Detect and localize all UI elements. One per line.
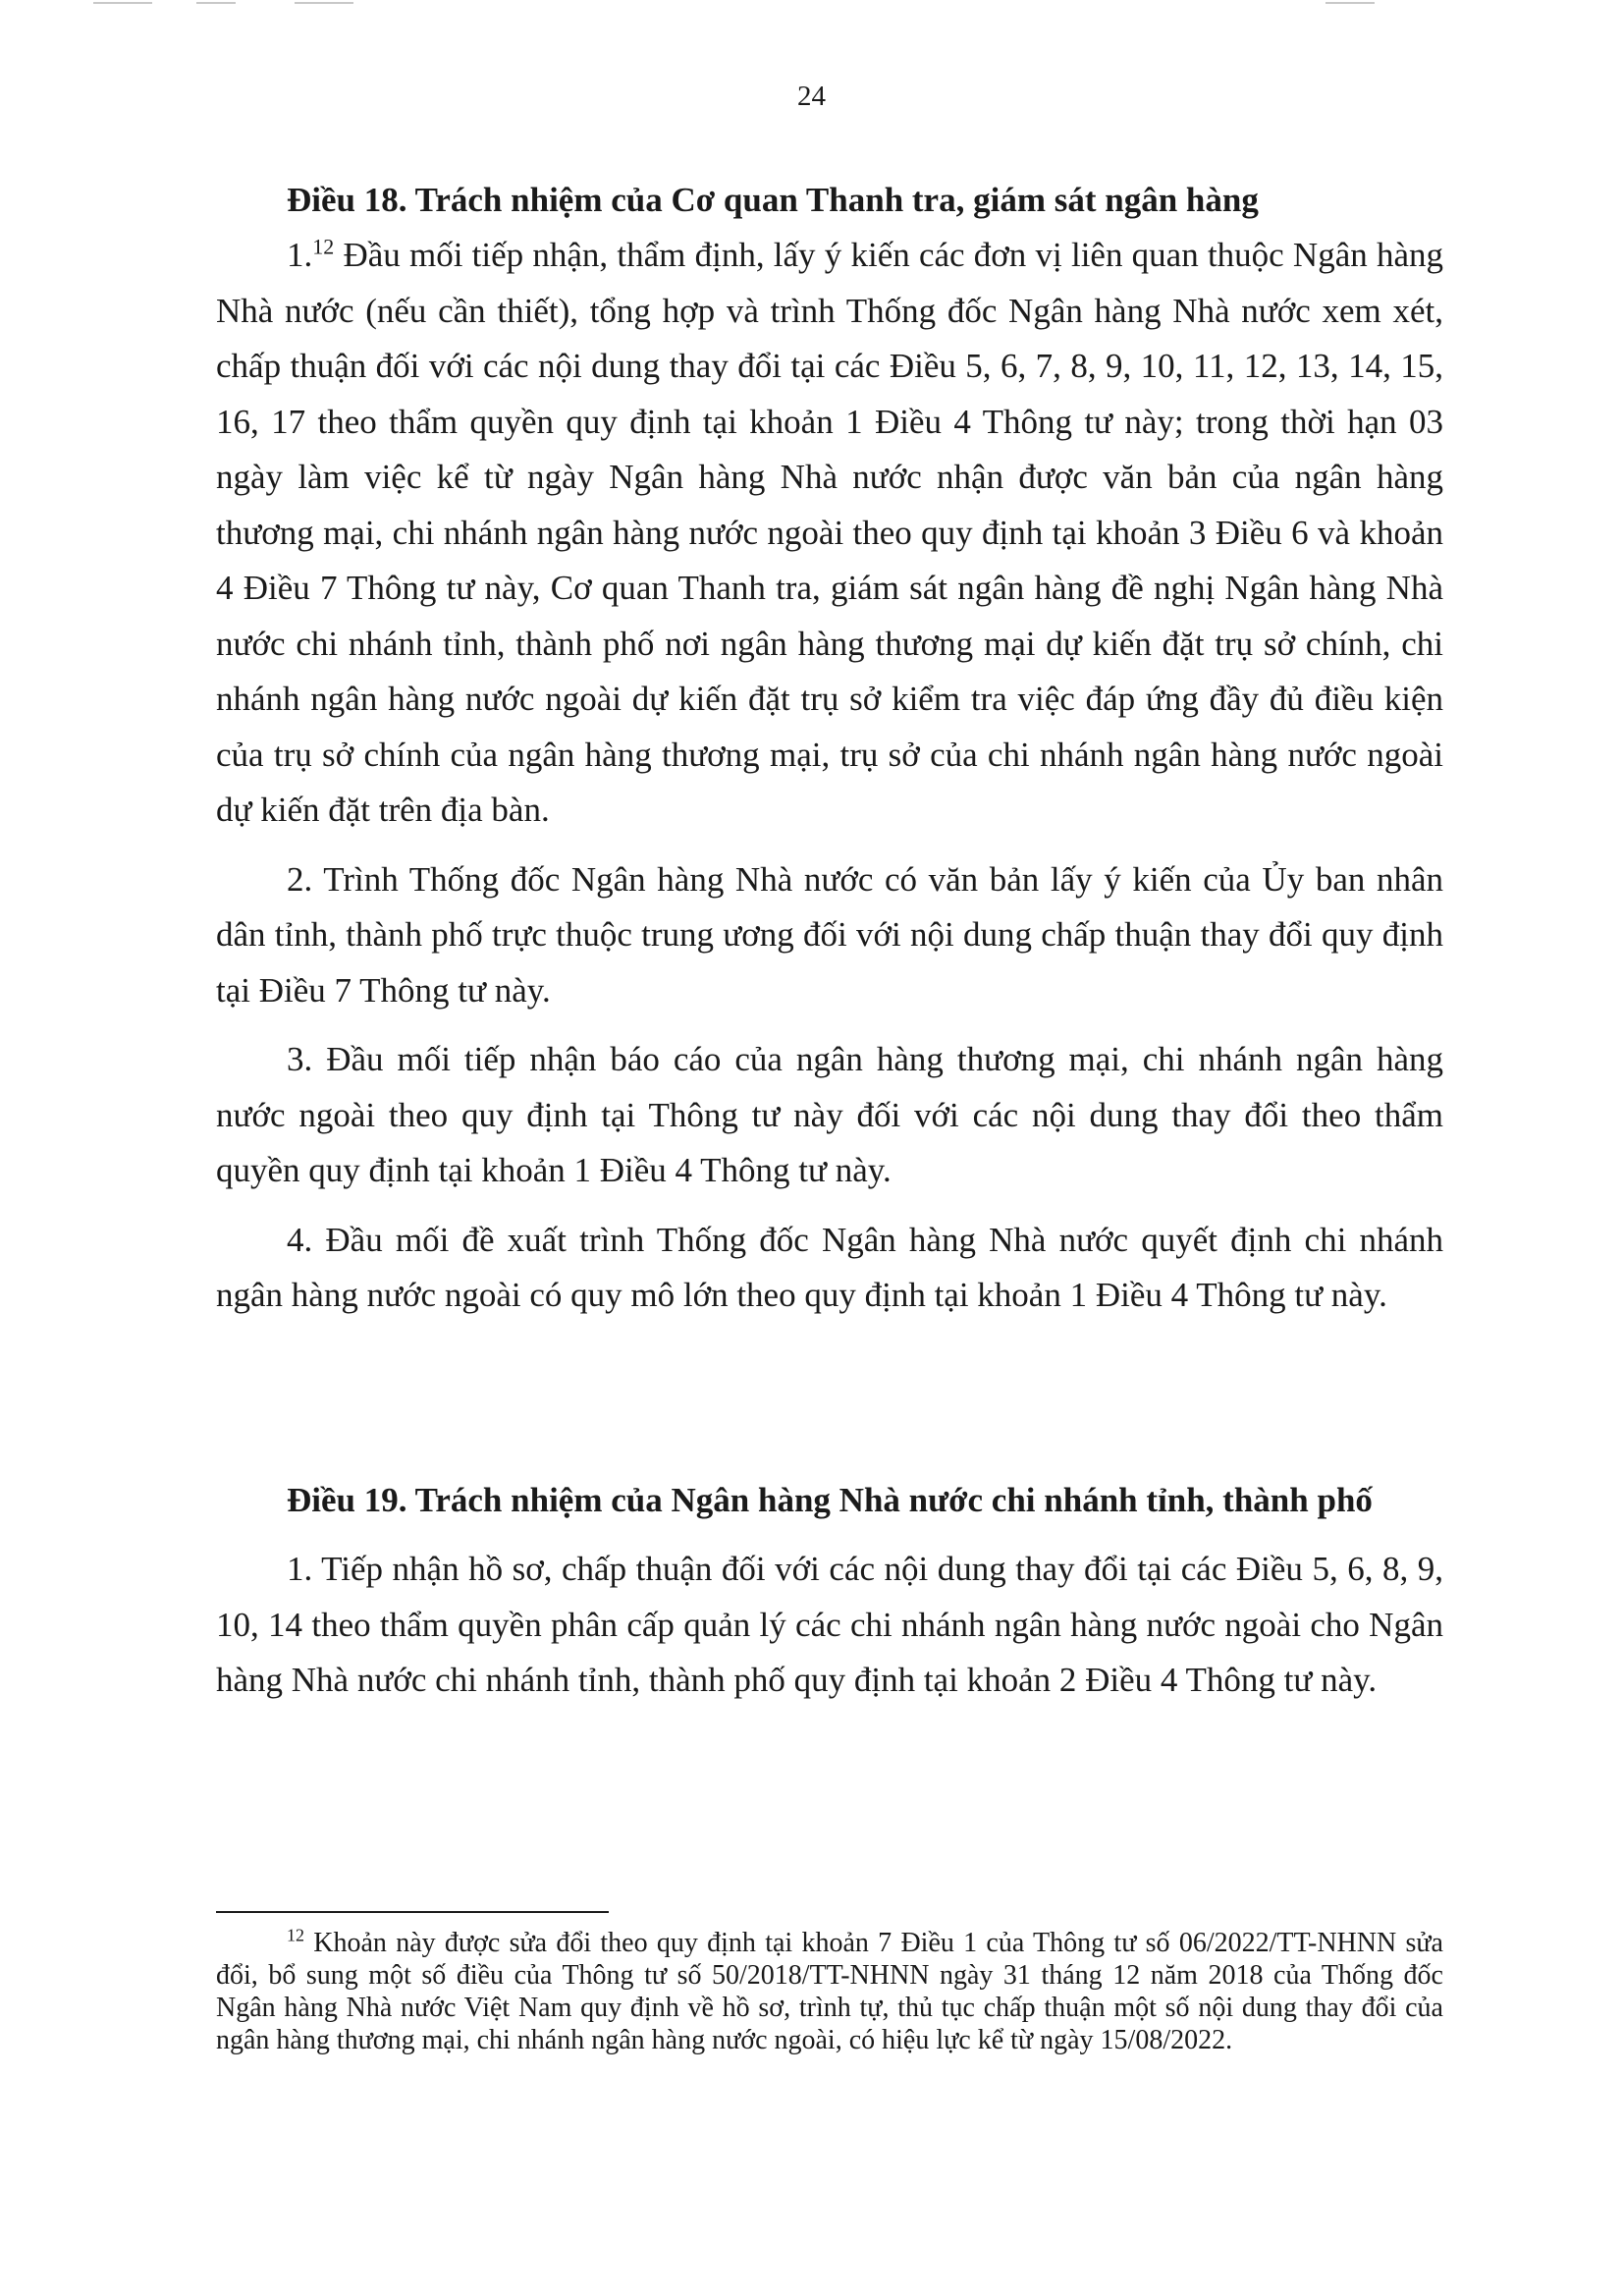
scan-artifact bbox=[93, 2, 152, 4]
scan-artifact bbox=[196, 2, 236, 4]
footnote-reference[interactable]: 12 bbox=[312, 234, 335, 259]
scan-artifact bbox=[1325, 2, 1375, 4]
scan-artifact bbox=[295, 2, 353, 4]
footnote-12 bbox=[216, 1927, 1443, 2056]
article-19-paragraph-1: 1. Tiếp nhận hồ sơ, chấp thuận đối với các nội dung thay đổi tại các Điều 5, 6, 8, 9, 10, 14 theo thẩm quyền phân cấp quản lý các chi nhánh ngân hàng nước ngoài cho Ngân hàng Nhà nước chi nhánh tỉnh, thành phố quy định tại khoản 2 Điều 4 Thông tư này. bbox=[216, 1550, 1443, 1699]
article-18-heading: Điều 18. Trách nhiệm của Cơ quan Thanh tra, giám sát ngân hàng bbox=[287, 181, 1259, 219]
article-18-paragraph-2: 2. Trình Thống đốc Ngân hàng Nhà nước có văn bản lấy ý kiến của Ủy ban nhân dân tỉnh, thành phố trực thuộc trung ương đối với nội dung chấp thuận thay đổi quy định tại Điều 7 Thông tư này. bbox=[216, 859, 1443, 1010]
article-19-heading: Điều 19. Trách nhiệm của Ngân hàng Nhà nước chi nhánh tỉnh, thành phố bbox=[287, 1481, 1373, 1519]
paragraph-text: Đầu mối tiếp nhận, thẩm định, lấy ý kiến các đơn vị liên quan thuộc Ngân hàng Nhà nước (nếu cần thiết), tổng hợp và trình Thống đốc Ngân hàng Nhà nước xem xét, chấp thuận đối với các nội dung thay đổi tại các Điều 5, 6, 7, 8, 9, 10, 11, 12, 13, 14, 15, 16, 17 theo thẩm quyền quy định tại khoản 1 Điều 4 Thông tư này; trong thời hạn 03 ngày làm việc kể từ ngày Ngân hàng Nhà nước nhận được văn bản của ngân hàng thương mại, chi nhánh ngân hàng nước ngoài theo quy định tại khoản 3 Điều 6 và khoản 4 Điều 7 Thông tư này, Cơ quan Thanh tra, giám sát ngân hàng đề nghị Ngân hàng Nhà nước chi nhánh tỉnh, thành phố nơi ngân hàng thương mại dự kiến đặt trụ sở chính, chi nhánh ngân hàng nước ngoài dự kiến đặt trụ sở kiểm tra việc đáp ứng đầy đủ điều kiện của trụ sở chính của ngân hàng thương mại, trụ sở của chi nhánh ngân hàng nước ngoài dự kiến đặt trên địa bàn. bbox=[216, 236, 1443, 829]
page-number: 24 bbox=[797, 81, 826, 112]
article-18-paragraph-4: 4. Đầu mối đề xuất trình Thống đốc Ngân hàng Nhà nước quyết định chi nhánh ngân hàng nước ngoài có quy mô lớn theo quy định tại khoản 1 Điều 4 Thông tư này. bbox=[216, 1220, 1443, 1314]
article-19 bbox=[216, 1473, 1443, 1709]
footnote-marker: 12 bbox=[287, 1925, 304, 1945]
article-18-paragraph-1 bbox=[216, 228, 1443, 839]
article-18 bbox=[216, 173, 1443, 1324]
footnote-text: Khoản này được sửa đổi theo quy định tại khoản 7 Điều 1 của Thông tư số 06/2022/TT-NHNN sửa đổi, bổ sung một số điều của Thông tư số 50/2018/TT-NHNN ngày 31 tháng 12 năm 2018 của Thống đốc Ngân hàng Nhà nước Việt Nam quy định về hồ sơ, trình tự, thủ tục chấp thuận một số nội dung thay đổi của ngân hàng thương mại, chi nhánh ngân hàng nước ngoài, có hiệu lực kể từ ngày 15/08/2022. bbox=[216, 1928, 1443, 2055]
paragraph-number: 1. bbox=[287, 236, 313, 274]
footnote-separator bbox=[216, 1911, 609, 1913]
article-18-paragraph-3: 3. Đầu mối tiếp nhận báo cáo của ngân hàng thương mại, chi nhánh ngân hàng nước ngoài theo quy định tại Thông tư này đối với các nội dung thay đổi theo thẩm quyền quy định tại khoản 1 Điều 4 Thông tư này. bbox=[216, 1040, 1443, 1189]
